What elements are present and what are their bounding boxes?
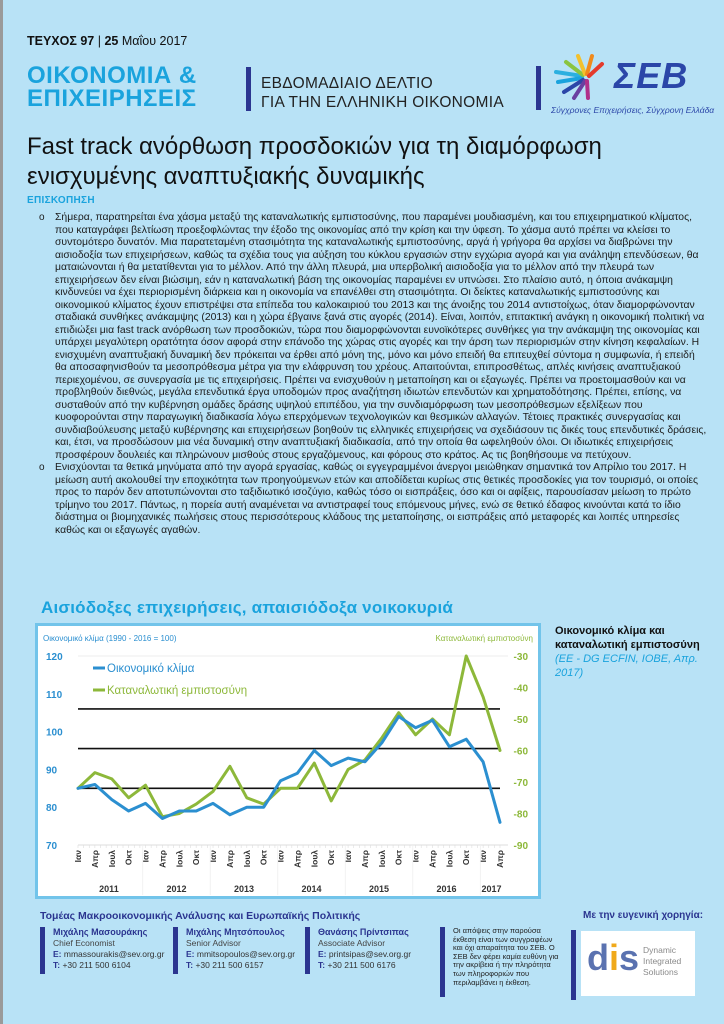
svg-text:Οκτ: Οκτ [191, 850, 202, 866]
chart-heading: Αισιόδοξες επιχειρήσεις, απαισιόδοξα νοικοκυριά [41, 598, 454, 617]
contact-card [305, 927, 445, 974]
svg-text:Ιαν: Ιαν [208, 850, 219, 863]
svg-text:Οκτ: Οκτ [461, 850, 472, 866]
svg-text:2013: 2013 [233, 884, 255, 894]
contact-email [318, 949, 445, 960]
chart-container [35, 623, 541, 899]
brand-line-2: ΕΠΙΧΕΙΡΗΣΕΙΣ [27, 85, 197, 112]
email-label: E: [318, 949, 327, 959]
svg-text:2017: 2017 [481, 884, 502, 894]
svg-text:-60: -60 [513, 746, 528, 758]
phone-label: T: [53, 960, 61, 970]
sponsor-name [643, 945, 681, 978]
contact-card [40, 927, 180, 974]
sev-logo-text: ΣΕΒ [614, 55, 689, 96]
email-link[interactable]: printsipas@sev.org.gr [328, 949, 412, 959]
right-axis-ticks [514, 652, 529, 852]
disclaimer: Οι απόψεις στην παρούσα έκθεση είναι των συγγραφέων και όχι απαραίτητα του ΣΕΒ. Ο ΣΕΒ δεν φέρει καμία ευθύνη για την ακρίβεια ή την πληρότητα των πληροφοριών που περιλαμβάνει η έκθεση. [440, 927, 562, 997]
sponsor-name-3: Solutions [643, 967, 678, 977]
svg-text:Απρ: Απρ [359, 850, 370, 868]
sponsor-name-1: Dynamic [643, 945, 677, 955]
date-day: 25 [104, 34, 119, 48]
contact-phone [318, 960, 445, 971]
logo-d: d [587, 937, 609, 978]
svg-text:-70: -70 [513, 778, 528, 789]
dis-logo-icon [587, 937, 639, 979]
contact-email [53, 949, 180, 960]
sev-tagline: Σύγχρονες Επιχειρήσεις, Σύγχρονη Ελλάδα [551, 105, 715, 115]
svg-text:Ιαν: Ιαν [410, 850, 421, 863]
newsletter-brand [27, 64, 197, 110]
email-link[interactable]: mmassourakis@sev.org.gr [63, 949, 165, 959]
caption-title: Οικονομικό κλίμα και καταναλωτική εμπιστοσύνη [555, 625, 700, 651]
left-axis-ticks [46, 652, 63, 852]
svg-text:Ιουλ: Ιουλ [174, 850, 185, 868]
svg-text:80: 80 [46, 803, 58, 815]
email-label: E: [186, 949, 195, 959]
svg-text:2015: 2015 [369, 884, 390, 894]
svg-text:Οκτ: Οκτ [393, 850, 404, 866]
phone-number: +30 211 500 6176 [327, 960, 396, 970]
svg-text:Οκτ: Οκτ [326, 850, 337, 866]
svg-text:2014: 2014 [301, 884, 322, 894]
sponsor-name-2: Integrated [643, 956, 682, 966]
svg-text:Απρ: Απρ [157, 850, 168, 868]
department-name: Τομέας Μακροοικονομικής Ανάλυσης και Ευρωπαϊκής Πολιτικής [40, 910, 361, 922]
svg-text:Ιαν: Ιαν [73, 850, 83, 863]
email-link[interactable]: mmitsopoulos@sev.org.gr [196, 949, 296, 959]
svg-text:Απρ: Απρ [495, 850, 505, 868]
right-axis-label: Καταναλωτική εμπιστοσύνη [435, 634, 533, 643]
svg-text:2011: 2011 [99, 884, 119, 894]
contact-phone [186, 960, 313, 971]
weekly-line-2: ΓΙΑ ΤΗΝ ΕΛΛΗΝΙΚΗ ΟΙΚΟΝΟΜΙΑ [261, 94, 504, 111]
left-axis-label: Οικονομικό κλίμα (1990 - 2016 = 100) [43, 634, 177, 643]
svg-text:Ιουλ: Ιουλ [309, 850, 320, 868]
x-axis [73, 845, 505, 895]
svg-text:Ιαν: Ιαν [140, 850, 151, 863]
phone-label: T: [186, 960, 194, 970]
svg-text:-90: -90 [513, 841, 528, 852]
svg-text:Ιουλ: Ιουλ [241, 850, 252, 868]
svg-text:Οκτ: Οκτ [258, 850, 269, 866]
contact-email [186, 949, 313, 960]
svg-text:Καταναλωτική εμπιστοσύνη: Καταναλωτική εμπιστοσύνη [107, 685, 248, 697]
svg-text:-30: -30 [513, 652, 528, 663]
phone-number: +30 211 500 6104 [62, 960, 131, 970]
chart-caption [555, 624, 715, 680]
weekly-subtitle [261, 74, 504, 112]
svg-text:Οκτ: Οκτ [123, 850, 134, 866]
sev-logo-burst-icon [552, 52, 612, 102]
svg-text:-40: -40 [513, 683, 528, 695]
phone-label: T: [318, 960, 326, 970]
sponsor-label: Με την ευγενική χορηγία: [583, 910, 704, 921]
svg-text:-80: -80 [513, 809, 528, 821]
svg-text:120: 120 [46, 652, 63, 663]
chart-legend [93, 663, 247, 697]
svg-text:Ιουλ: Ιουλ [106, 850, 117, 868]
separator: | [97, 34, 101, 48]
contact-name: Μιχάλης Μασουράκης [53, 927, 148, 937]
weekly-line-1: ΕΒΔΟΜΑΔΙΑΙΟ ΔΕΛΤΙΟ [261, 75, 433, 92]
svg-text:Ιαν: Ιαν [343, 850, 354, 863]
contact-name: Μιχάλης Μητσόπουλος [186, 927, 285, 937]
sponsor-logo [581, 931, 695, 996]
logo-i: i [609, 937, 620, 978]
svg-text:Απρ: Απρ [427, 850, 438, 868]
svg-text:Ιουλ: Ιουλ [444, 850, 455, 868]
svg-text:-50: -50 [513, 715, 528, 726]
contact-role: Senior Advisor [186, 938, 241, 948]
header-divider [246, 67, 251, 111]
bullet-item: o Ενισχύονται τα θετικά μηνύματα από την αγορά εργασίας, καθώς οι εγγεγραμμένοι άνεργοι μειώθηκαν σημαντικά τον Απρίλιο του 2017. Η μείωση αυτή ακολουθεί την εποχικότητα των προηγούμενων ετών και αποδίδεται κυρίως στις θετικές προσδοκίες για τον τουρισμό, οι οποίες προς το παρόν δεν αποτυπώνονται στο ταξιδιωτικό ισοζύγιο, καθώς τόσο οι εισπράξεις, όσο και οι αφίξεις, παρουσίασαν μείωση το πρώτο τρίμηνο του 2017. Πάντως, η πορεία αυτή αναμένεται να αντιστραφεί τους επόμενους μήνες, ενώ σε θετικό έδαφος κινούνται κατά το ίδιο διάστημα οι βιομηχανικές πωλήσεις στους περισσότερους κλάδους της μεταποίησης, οι εισπράξεις από μεταφορές και λοιπές υπηρεσίες καθώς και οι εξαγωγές αγαθών. [39, 462, 709, 537]
date-month-year: Μαΐου 2017 [121, 34, 188, 48]
phone-number: +30 211 500 6157 [195, 960, 264, 970]
article-title: Fast track ανόρθωση προσδοκιών για τη διαμόρφωση ενισχυμένης αναπτυξιακής δυναμικής [27, 133, 602, 190]
series-lines [78, 656, 500, 822]
svg-text:70: 70 [46, 841, 58, 852]
overview-bullets [39, 212, 709, 537]
svg-text:2016: 2016 [436, 884, 457, 894]
logo-s: s [619, 937, 640, 978]
bullet-item: o Σήμερα, παρατηρείται ένα χάσμα μεταξύ της καταναλωτικής εμπιστοσύνης, που παραμένει μουδιασμένη, και του επιχειρηματικού κλίματος, που καταγράφει βελτίωση προεξοφλώντας την έξοδο της οικονομίας από την κρίση και την ύφεση. Το χάσμα αυτό πρέπει να κλείσει το συντομότερο δυνατόν. Μια παρατεταμένη στασιμότητα της καταναλωτικής εμπιστοσύνης, αργά ή γρήγορα θα αρχίσει να διαβρώνει την αισιοδοξία των επιχειρήσεων, καθώς τα σχέδια τους για αύξηση του κύκλου εργασιών στην εγχώρια αγορά και για ανάληψη επενδύσεων, θα ματαιώνονται ή θα μετατίθενται για το μέλλον. Από την άλλη πλευρά, μια υπερβολική αισιοδοξία για το μέλλον από την πλευρά των επιχειρήσεων δεν είναι βιώσιμη, εάν η καταναλωτική βάση της οικονομίας παραμένει εν υπνώσει. Στο πλαίσιο αυτό, η όποια ανάκαμψη κινδυνεύει να έχει περιορισμένη διάρκεια και η οικονομία να επανέλθει στη στασιμότητα. Οι δείκτες καταναλωτικής εμπιστοσύνης και οικονομικού κλίματος έχουν επιστρέψει στα επίπεδα του καλοκαιριού του 2013 και της άνοιξης του 2014 αντιστοίχως, όταν διαμορφώνονταν σταδιακά συνθήκες ανάκαμψης (2013) και η χώρα έβγαινε ξανά στις αγορές (2014). Είναι, λοιπόν, επιτακτική ανάγκη η οικονομική πολιτική να επιδιώξει μια fast track ανόρθωση των προσδοκιών, τώρα που διαμορφώνονται ευνοϊκότερες συνθήκες για την ανάκαμψη της οικονομίας και υπάρχει μεγαλύτερη ορατότητα όσον αφορά στην επάνοδο της χώρας στις αγορές και την άρση των περιορισμών στην κίνηση κεφαλαίων. Η ενισχυμένη αναπτυξιακή δυναμική δεν πρόκειται να έρθει από μόνη της, μόνο και μόνο επειδή θα επιτευχθεί σύντομα η συμφωνία, ή επειδή θα αποσαφηνισθούν τα μεσοπρόθεσμα μέτρα για την ελάφρυνση του χρέους. Απαιτούνται, επιπροσθέτως, απλές κινήσεις αναπτυξιακού περιεχομένου, σε συνεργασία με τις επιχειρήσεις. Πρέπει να ενισχυθούν η μεταποίηση και οι εξαγωγές. Πρέπει να προετοιμασθούν και να προβληθούν διεθνώς, μεγάλα επενδυτικά έργα υποδομών προς αναζήτηση ιδιωτών επενδυτών και χρηματοδότησης. Πρέπει, επίσης, να συσταθούν από την κυβέρνηση ομάδες δράσης υψηλού επιπέδου, για την συνδιαμόρφωση των μεσοπρόθεσμων εξελίξεων που κυοφορούνται στην παραγωγική διαδικασία λόγω επερχόμενων τεχνολογικών και θεσμικών αλλαγών. Τέτοιες πρακτικές συνεργασίας και συνδιαβούλευσης μεταξύ κυβέρνησης και επιχειρήσεων βοηθούν τις ελληνικές επιχειρήσεις να σχεδιάσουν τις δικές τους επενδυτικές δράσεις, και, έτσι, να προσδώσουν μια νέα δυναμική στην αναπτυξιακή διαδικασία, από την οποία θα ωφεληθούν όλοι. Οι ιδιωτικές επιχειρήσεις προσφέρουν δουλειές και πληρώνουν μισθούς στους εργαζόμενους, και φόρους στο κράτος. Ας τις βοηθήσουμε να πετύχουν. [39, 212, 709, 462]
svg-text:2012: 2012 [166, 884, 187, 894]
svg-text:Ιουλ: Ιουλ [376, 850, 387, 868]
brand-line-1: ΟΙΚΟΝΟΜΙΑ & [27, 62, 197, 89]
svg-text:100: 100 [46, 727, 63, 739]
section-label-overview: ΕΠΙΣΚΟΠΗΣΗ [27, 195, 95, 206]
svg-text:Απρ: Απρ [292, 850, 303, 868]
svg-text:Απρ: Απρ [224, 850, 235, 868]
contact-name: Θανάσης Πρίντσιπας [318, 927, 409, 937]
svg-text:Ιαν: Ιαν [275, 850, 286, 863]
logo-divider [536, 66, 541, 110]
svg-text:110: 110 [46, 689, 63, 701]
svg-text:Ιαν: Ιαν [478, 850, 489, 863]
caption-source: (ΕΕ - DG ECFIN, ΙΟΒΕ, Απρ. 2017) [555, 653, 698, 679]
svg-text:Οικονομικό κλίμα: Οικονομικό κλίμα [107, 663, 195, 675]
contact-role: Associate Advisor [318, 938, 386, 948]
contact-role: Chief Economist [53, 938, 115, 948]
contact-phone [53, 960, 180, 971]
svg-text:Απρ: Απρ [89, 850, 100, 868]
sponsor-divider [571, 930, 576, 1000]
contact-card [173, 927, 313, 974]
issue-number: ΤΕΥΧΟΣ 97 [27, 34, 95, 48]
issue-date [27, 34, 187, 48]
email-label: E: [53, 949, 62, 959]
svg-text:90: 90 [46, 765, 58, 777]
line-chart [38, 626, 538, 896]
